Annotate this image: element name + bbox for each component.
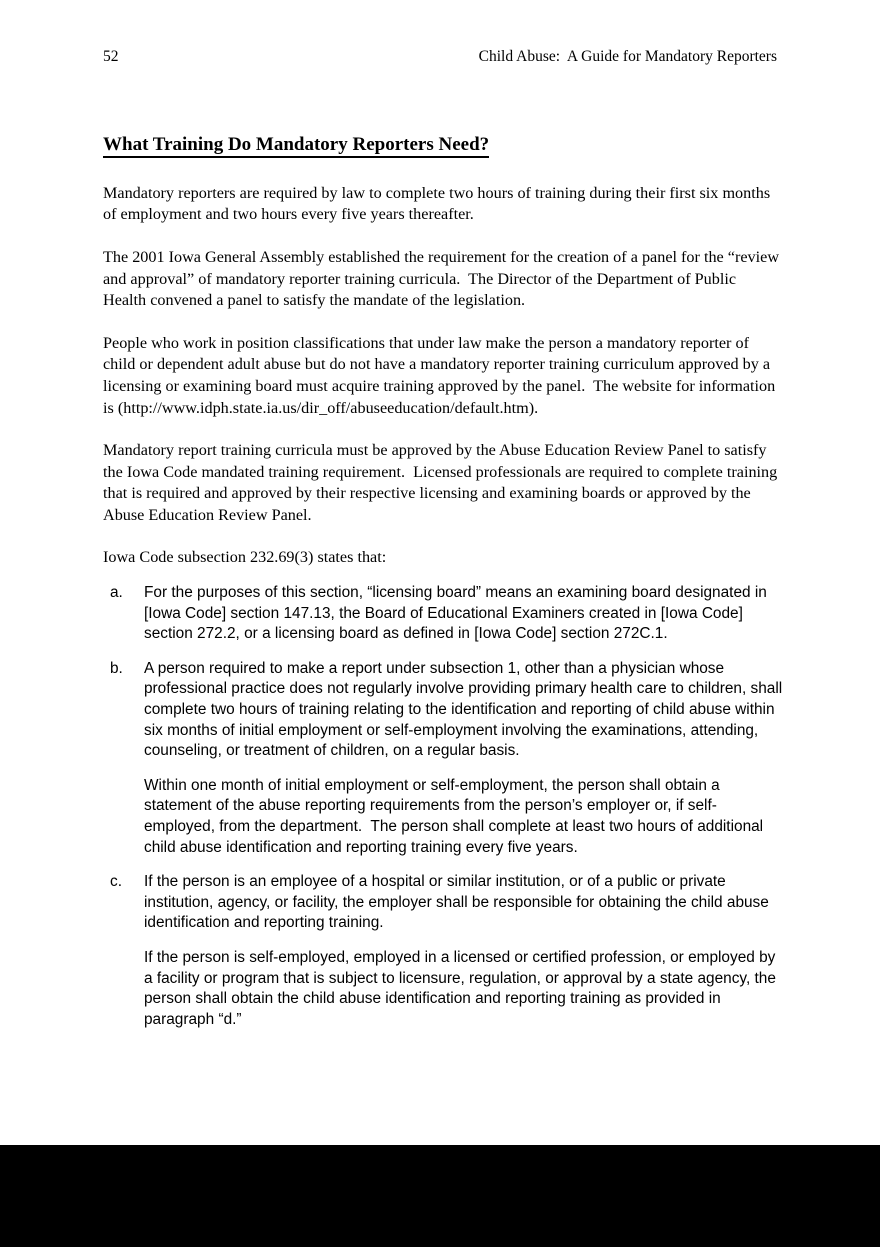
page-running-header — [103, 48, 777, 67]
list-item-marker: c. — [110, 873, 122, 891]
list-item-paragraph: If the person is an employee of a hospital or similar institution, or of a public or private institution, agency, or facility, the employer shall be responsible for obtaining the child abuse identification and reporting training. — [144, 873, 774, 932]
page-content — [103, 133, 787, 1030]
body-paragraph-1: Mandatory reporters are required by law to complete two hours of training during their first six months of employment and two hours every five years thereafter. — [103, 183, 775, 224]
statute-list-lead-in: Iowa Code subsection 232.69(3) states that: — [103, 548, 387, 567]
list-item-paragraph: A person required to make a report under subsection 1, other than a physician whose professional practice does not regularly involve providing primary health care to children, shall complete two hours of training relating to the identification and reporting of child abuse within six months of initial employment or self-employment involving the examinations, attending, counseling, or treatment of children, on a regular basis. — [144, 659, 787, 760]
list-item — [103, 583, 785, 645]
running-title: Child Abuse: A Guide for Mandatory Reporters — [478, 48, 777, 65]
list-item — [103, 872, 785, 1030]
list-item-marker: a. — [110, 584, 123, 602]
list-item-marker: b. — [110, 659, 123, 677]
bottom-black-band — [0, 1145, 880, 1247]
body-paragraph-2: The 2001 Iowa General Assembly established the requirement for the creation of a panel for the “review and approval” of mandatory reporter training curricula. The Director of the Department of Public Health convened a panel to satisfy the mandate of the legislation. — [103, 247, 784, 310]
list-item-paragraph: Within one month of initial employment or self-employment, the person shall obtain a statement of the abuse reporting requirements from the person’s employer or, if self-employed, from the department. The person shall complete at least two hours of additional child abuse identification and reporting training every five years. — [144, 776, 768, 856]
list-item-paragraph: If the person is self-employed, employed in a licensed or certified profession, or employed by a facility or program that is subject to licensure, regulation, or approval by a state agency, the person shall obtain the child abuse identification and reporting training as provided in paragraph “d.” — [144, 948, 781, 1028]
section-heading-text: What Training Do Mandatory Reporters Need? — [103, 134, 489, 158]
list-item — [103, 659, 785, 858]
statute-list — [103, 583, 785, 1030]
list-item-paragraph: For the purposes of this section, “licensing board” means an examining board designated in [Iowa Code] section 147.13, the Board of Educational Examiners created in [Iowa Code] section 272.2, or a licensing board as defined in [Iowa Code] section 272C.1. — [144, 584, 772, 643]
page-number: 52 — [103, 48, 119, 65]
body-paragraph-3: People who work in position classifications that under law make the person a mandatory reporter of child or dependent adult abuse but do not have a mandatory reporter training curriculum approved by a licensing or examining board must acquire training approved by the panel. The website for information is (http://www.idph.state.ia.us/dir_off/abuseeducation/default.htm). — [103, 333, 780, 417]
body-paragraph-4: Mandatory report training curricula must be approved by the Abuse Education Review Panel to satisfy the Iowa Code mandated training requirement. Licensed professionals are required to complete training that is required and approved by their respective licensing and examining boards or approved by the Abuse Education Review Panel. — [103, 441, 782, 524]
page-title — [103, 133, 781, 157]
